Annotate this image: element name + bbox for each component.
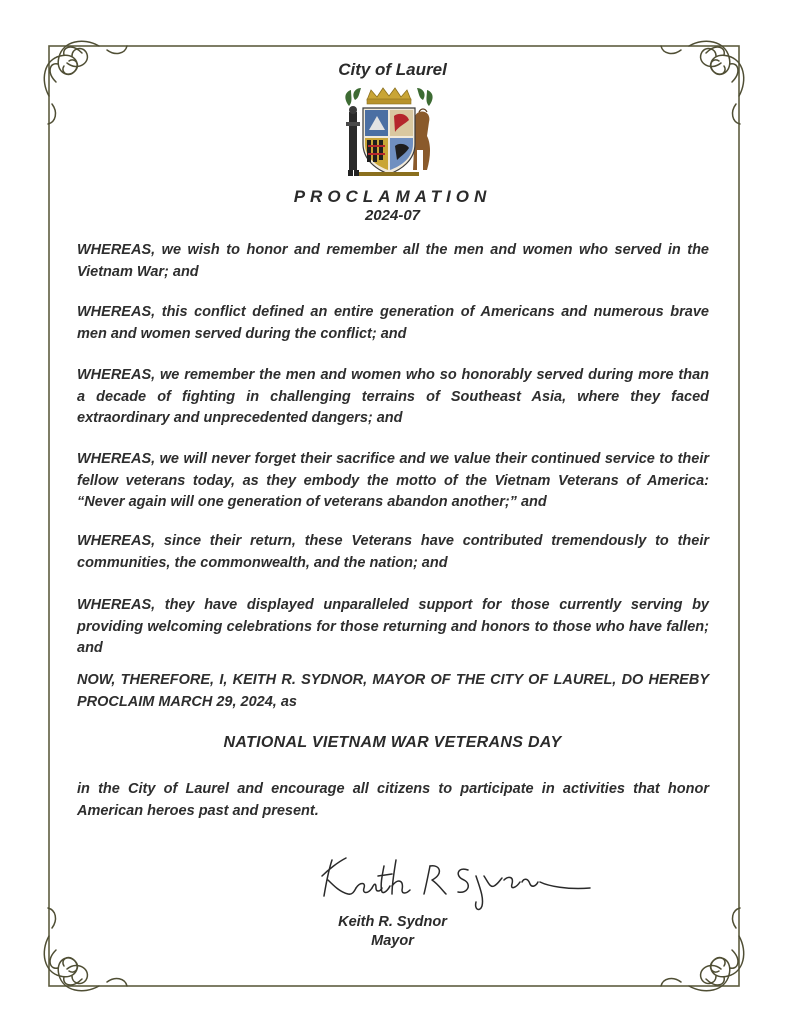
- whereas-paragraph: WHEREAS, we wish to honor and remember all the men and women who served in the Vietnam War; and: [77, 242, 709, 280]
- whereas-paragraph: WHEREAS, since their return, these Veterans have contributed tremendously to their communities, the commonwealth, and the nation; and: [77, 533, 709, 571]
- proclamation-heading: PROCLAMATION: [293, 187, 492, 206]
- coat-of-arms-icon: [339, 86, 439, 178]
- city-title: City of Laurel: [338, 60, 447, 79]
- signer-name: Keith R. Sydnor: [338, 914, 447, 930]
- proclamation-number: 2024-07: [364, 207, 421, 224]
- whereas-paragraph: WHEREAS, we will never forget their sacrifice and we value their continued service to their fellow veterans today, as they embody the motto of the Vietnam Veterans of America: “Never again will one generation of veterans abandon another;” and: [77, 451, 709, 510]
- corner-flourish-top-right: [661, 41, 744, 124]
- whereas-paragraph: WHEREAS, this conflict defined an entire generation of Americans and numerous brave men and women served during the conflict; and: [77, 304, 709, 342]
- signature-image: [318, 852, 598, 914]
- proclaim-paragraph: NOW, THEREFORE, I, KEITH R. SYDNOR, MAYOR OF THE CITY OF LAUREL, DO HEREBY PROCLAIM MARCH 29, 2024, as: [77, 672, 709, 710]
- closing-paragraph: in the City of Laurel and encourage all citizens to participate in activities that honor American heroes past and present.: [77, 781, 709, 819]
- whereas-paragraph: WHEREAS, we remember the men and women who so honorably served during more than a decade of fighting in challenging terrains of Southeast Asia, where they faced extraordinary and unprecedented dangers; and: [77, 367, 709, 426]
- proclaimed-day-title: NATIONAL VIETNAM WAR VETERANS DAY: [223, 734, 562, 751]
- signer-title: Mayor: [371, 933, 414, 949]
- whereas-paragraph: WHEREAS, they have displayed unparalleled support for those currently serving by providing welcoming celebrations for those returning and honors to those who have fallen; and: [77, 597, 709, 656]
- corner-flourish-top-left: [44, 41, 127, 124]
